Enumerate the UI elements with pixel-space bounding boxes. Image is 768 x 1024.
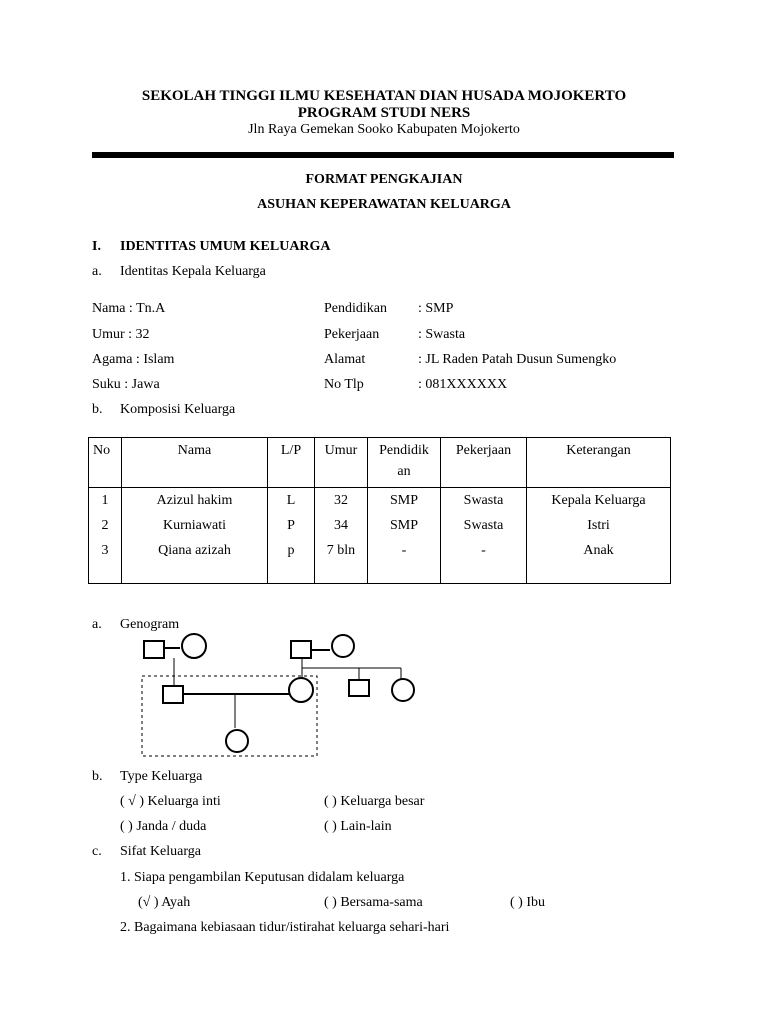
umur-field: Umur : 32 [92,327,150,342]
sifat-keluarga-label: Sifat Keluarga [120,844,201,859]
pekerjaan-value: : Swasta [418,327,466,342]
cell-pendidikan: SMP [368,488,441,514]
option-janda-duda: ( ) Janda / duda [120,819,207,834]
sibling-sister-circle [392,679,414,701]
maternal-grandmother-circle [332,635,354,657]
subsection-b-title: Komposisi Keluarga [120,402,236,417]
suku-field: Suku : Jawa [92,377,160,392]
col-header-keterangan: Keterangan [527,438,671,488]
household-boundary [142,676,317,756]
cell-lp: P [268,513,315,538]
col-header-pendidikan-line1: Pendidik [379,443,429,458]
question-1: 1. Siapa pengambilan Keputusan didalam keluarga [120,870,405,885]
program-name: PROGRAM STUDI NERS [297,105,471,121]
subsection-a-letter: a. [92,264,102,279]
cell-keterangan: Istri [527,513,671,538]
notlp-label: No Tlp [324,377,364,392]
wife-circle [289,678,313,702]
subsection-a-title: Identitas Kepala Keluarga [120,264,266,279]
cell-pekerjaan: Swasta [441,488,527,514]
cell-pendidikan: - [368,538,441,584]
subsection-b-letter: b. [92,402,103,417]
pendidikan-value: : SMP [418,301,454,316]
answer-bersama-sama: ( ) Bersama-sama [324,895,423,910]
notlp-value: : 081XXXXXX [418,377,508,392]
cell-keterangan: Kepala Keluarga [527,488,671,514]
section-number: I. [92,239,101,254]
type-keluarga-letter: b. [92,769,103,784]
section-heading: IDENTITAS UMUM KELUARGA [120,239,331,254]
answer-ayah: (√ ) Ayah [138,895,191,910]
option-keluarga-inti: ( √ ) Keluarga inti [120,794,221,809]
alamat-value: : JL Raden Patah Dusun Sumengko [418,352,617,367]
cell-lp: p [268,538,315,584]
agama-field: Agama : Islam [92,352,175,367]
husband-square [163,686,183,703]
institution-name: SEKOLAH TINGGI ILMU KESEHATAN DIAN HUSADA MOJOKERTO [141,88,627,104]
option-keluarga-besar: ( ) Keluarga besar [324,794,425,809]
genogram-letter: a. [92,617,102,632]
answer-ibu: ( ) Ibu [510,895,545,910]
col-header-lp: L/P [268,438,315,488]
col-header-no: No [89,438,122,488]
cell-nama: Kurniawati [122,513,268,538]
maternal-grandfather-square [291,641,311,658]
nama-field: Nama : Tn.A [92,301,166,316]
cell-umur: 34 [315,513,368,538]
cell-keterangan: Anak [527,538,671,584]
cell-nama: Qiana azizah [122,538,268,584]
paternal-grandfather-square [144,641,164,658]
cell-lp: L [268,488,315,514]
document-title: FORMAT PENGKAJIAN [305,172,463,187]
institution-address: Jln Raya Gemekan Sooko Kabupaten Mojokerto [248,122,520,137]
cell-umur: 32 [315,488,368,514]
col-header-pendidikan-line2: an [397,464,411,479]
option-lain-lain: ( ) Lain-lain [324,819,392,834]
alamat-label: Alamat [324,352,366,367]
pendidikan-label: Pendidikan [324,301,387,316]
col-header-nama: Nama [122,438,268,488]
document-subtitle: ASUHAN KEPERAWATAN KELUARGA [257,197,511,212]
cell-no: 2 [89,513,122,538]
cell-pendidikan: SMP [368,513,441,538]
cell-no: 3 [89,538,122,584]
type-keluarga-label: Type Keluarga [120,769,203,784]
child-circle [226,730,248,752]
cell-nama: Azizul hakim [122,488,268,514]
col-header-pekerjaan: Pekerjaan [441,438,527,488]
sibling-brother-square [349,680,369,696]
cell-no: 1 [89,488,122,514]
cell-pekerjaan: - [441,538,527,584]
cell-pekerjaan: Swasta [441,513,527,538]
pekerjaan-label: Pekerjaan [324,327,380,342]
col-header-umur: Umur [315,438,368,488]
genogram-label: Genogram [120,617,180,632]
paternal-grandmother-circle [182,634,206,658]
cell-umur: 7 bln [315,538,368,584]
sifat-keluarga-letter: c. [92,844,102,859]
question-2: 2. Bagaimana kebiasaan tidur/istirahat keluarga sehari-hari [120,920,450,935]
